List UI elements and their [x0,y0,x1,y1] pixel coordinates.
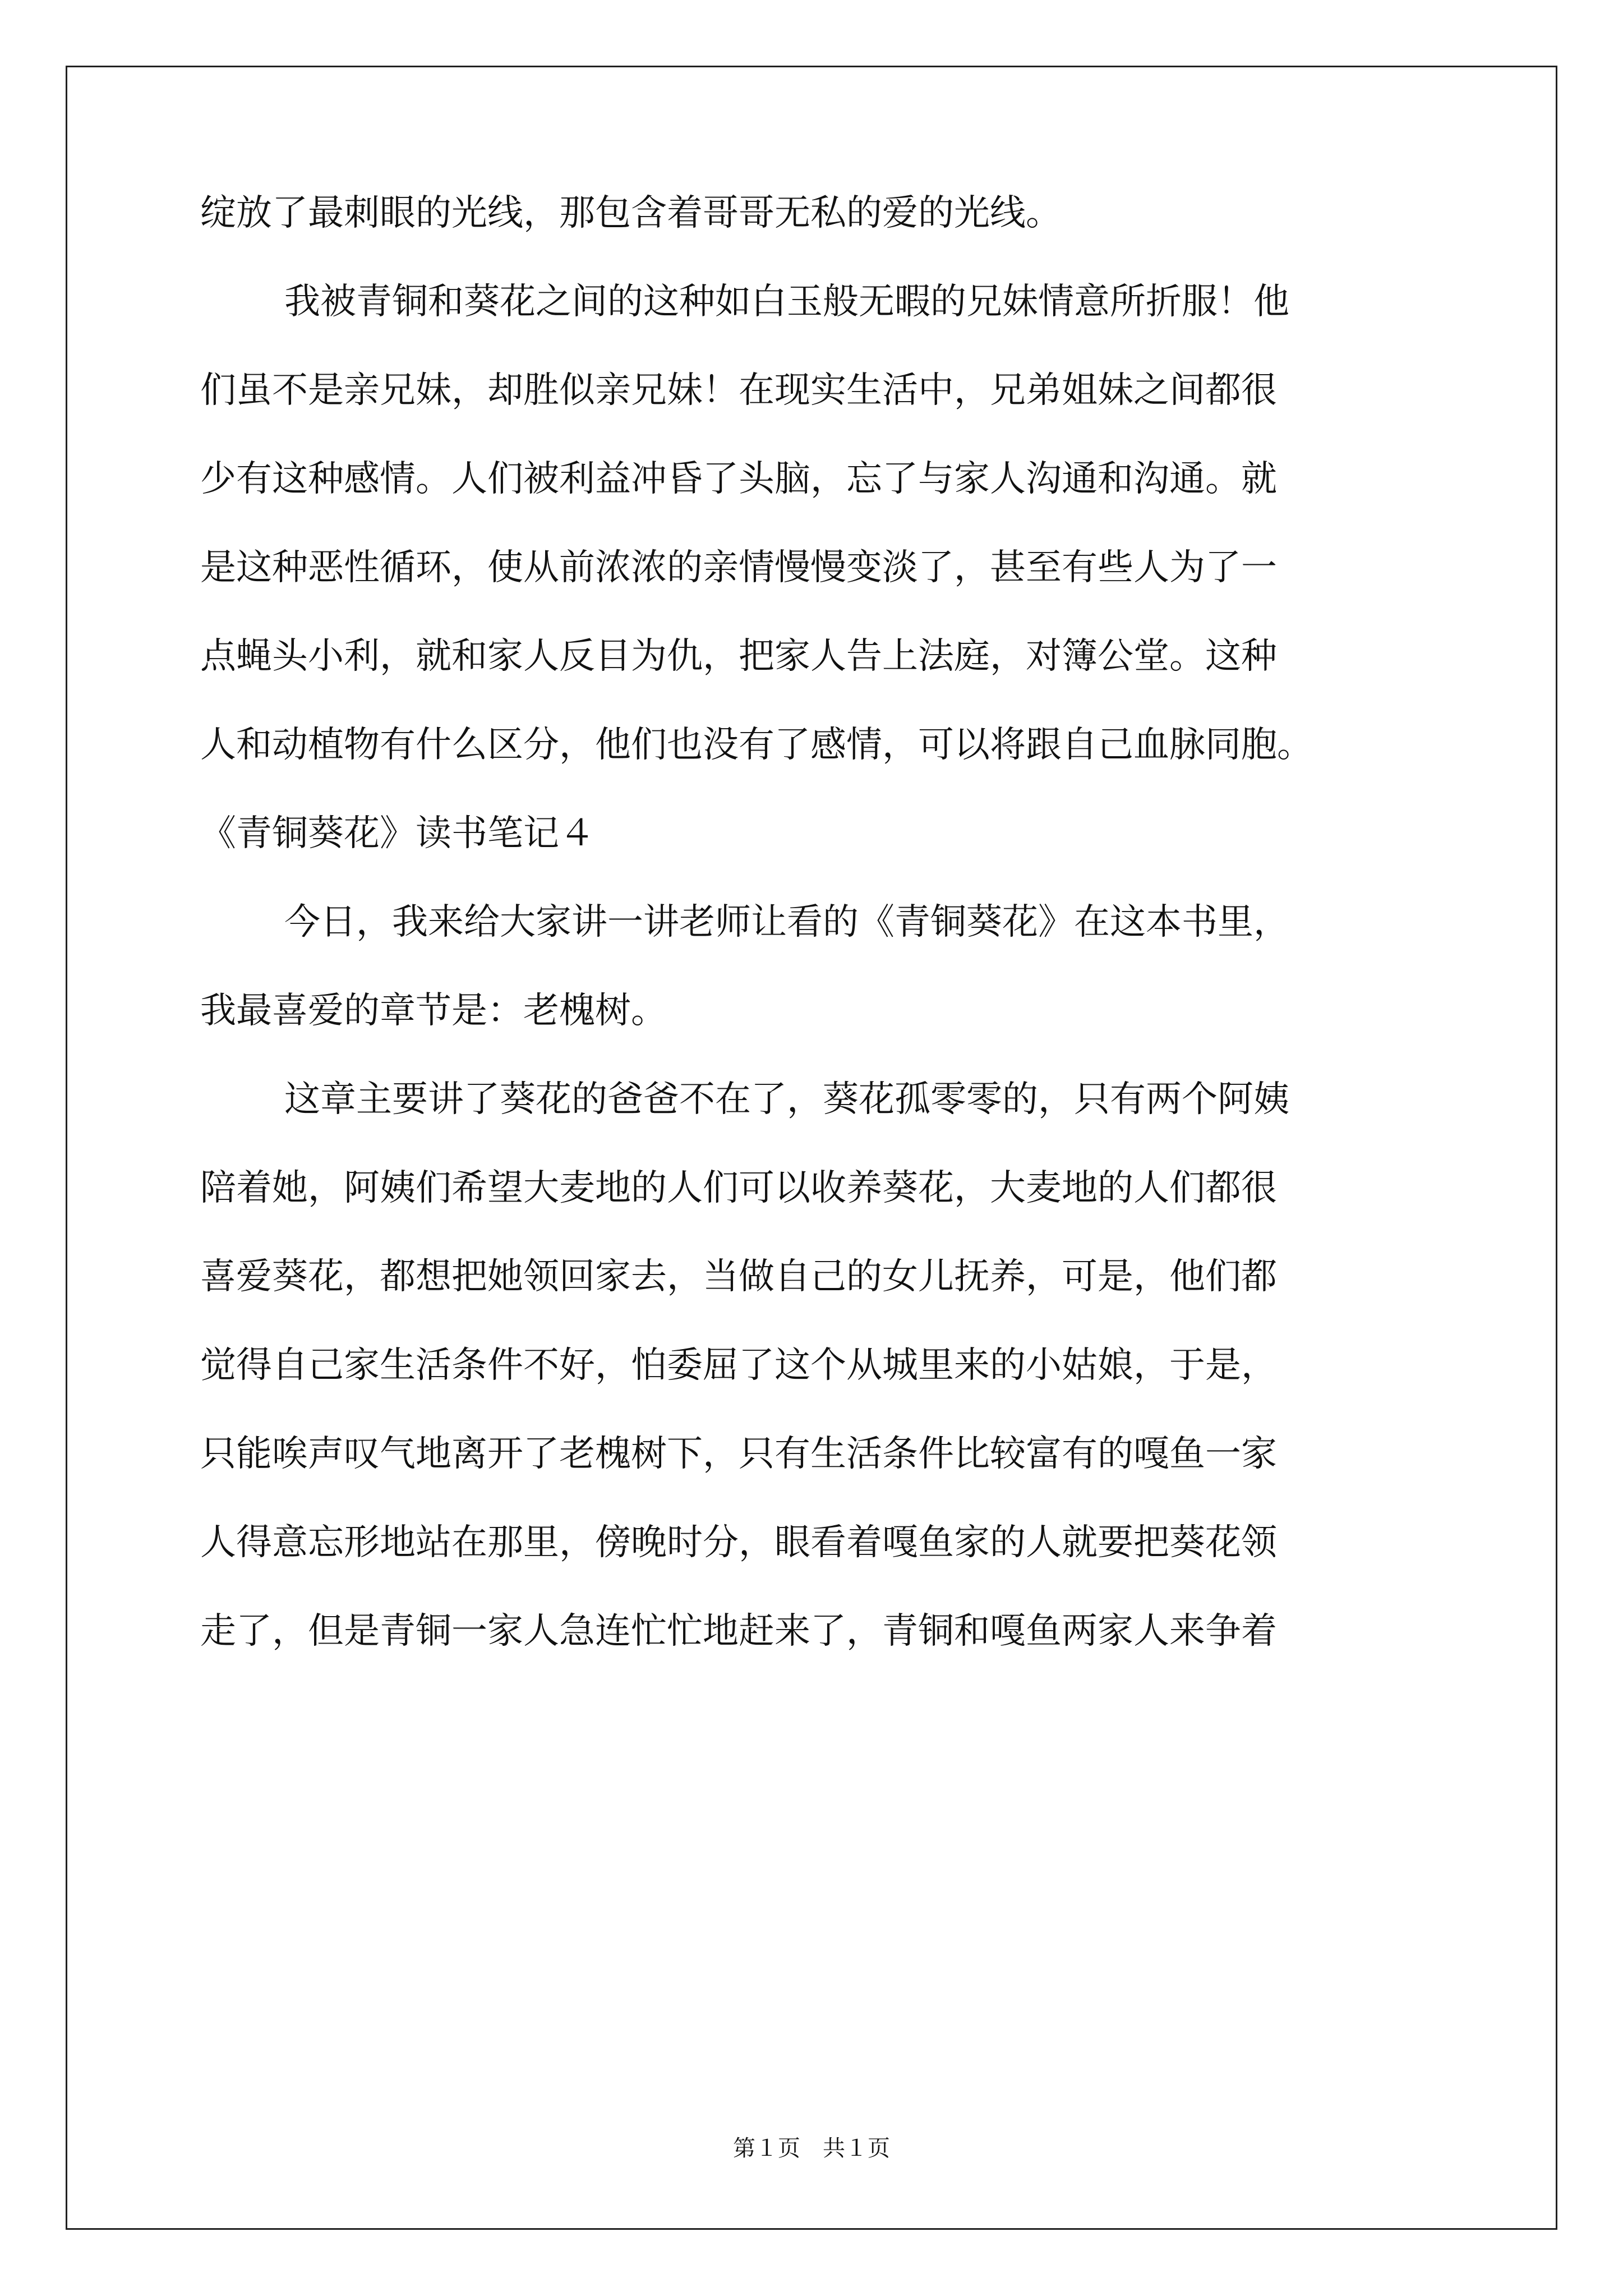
page-number: 第１页 [733,2136,800,2161]
text-line: 人和动植物有什么区分，他们也没有了感情，可以将跟自己血脉同胞。 [200,724,1313,766]
text-line: 少有这种感情。人们被利益冲昏了头脑，忘了与家人沟通和沟通。就 [200,458,1277,500]
paragraph-start: 我被青铜和葵花之间的这种如白玉般无暇的兄妹情意所折服！他 [284,281,1289,323]
text-line: 只能唉声叹气地离开了老槐树下，只有生活条件比较富有的嘎鱼一家 [200,1433,1277,1475]
text-line: 陪着她，阿姨们希望大麦地的人们可以收养葵花，大麦地的人们都很 [200,1167,1277,1209]
page-total: 共１页 [823,2136,890,2161]
paragraph-start: 今日，我来给大家讲一讲老师让看的《青铜葵花》在这本书里， [284,901,1289,943]
text-line: 是这种恶性循环，使从前浓浓的亲情慢慢变淡了，甚至有些人为了一 [200,547,1277,588]
text-line: 觉得自己家生活条件不好，怕委屈了这个从城里来的小姑娘，于是， [200,1345,1277,1386]
section-title: 《青铜葵花》读书笔记４ [200,813,595,854]
text-line: 走了，但是青铜一家人急连忙忙地赶来了，青铜和嘎鱼两家人来争着 [200,1611,1277,1652]
text-line: 人得意忘形地站在那里，傍晚时分，眼看着嘎鱼家的人就要把葵花领 [200,1522,1277,1563]
text-line: 点蝇头小利，就和家人反目为仇，把家人告上法庭，对簿公堂。这种 [200,636,1277,677]
text-line: 我最喜爱的章节是：老槐树。 [200,990,667,1032]
paragraph-start: 这章主要讲了葵花的爸爸不在了，葵花孤零零的，只有两个阿姨 [284,1079,1289,1120]
text-line: 们虽不是亲兄妹，却胜似亲兄妹！在现实生活中，兄弟姐妹之间都很 [200,370,1277,411]
page-footer [0,2134,1623,2162]
text-line: 喜爱葵花，都想把她领回家去，当做自己的女儿抚养，可是，他们都 [200,1256,1277,1297]
text-line: 绽放了最刺眼的光线，那包含着哥哥无私的爱的光线。 [200,192,1062,234]
